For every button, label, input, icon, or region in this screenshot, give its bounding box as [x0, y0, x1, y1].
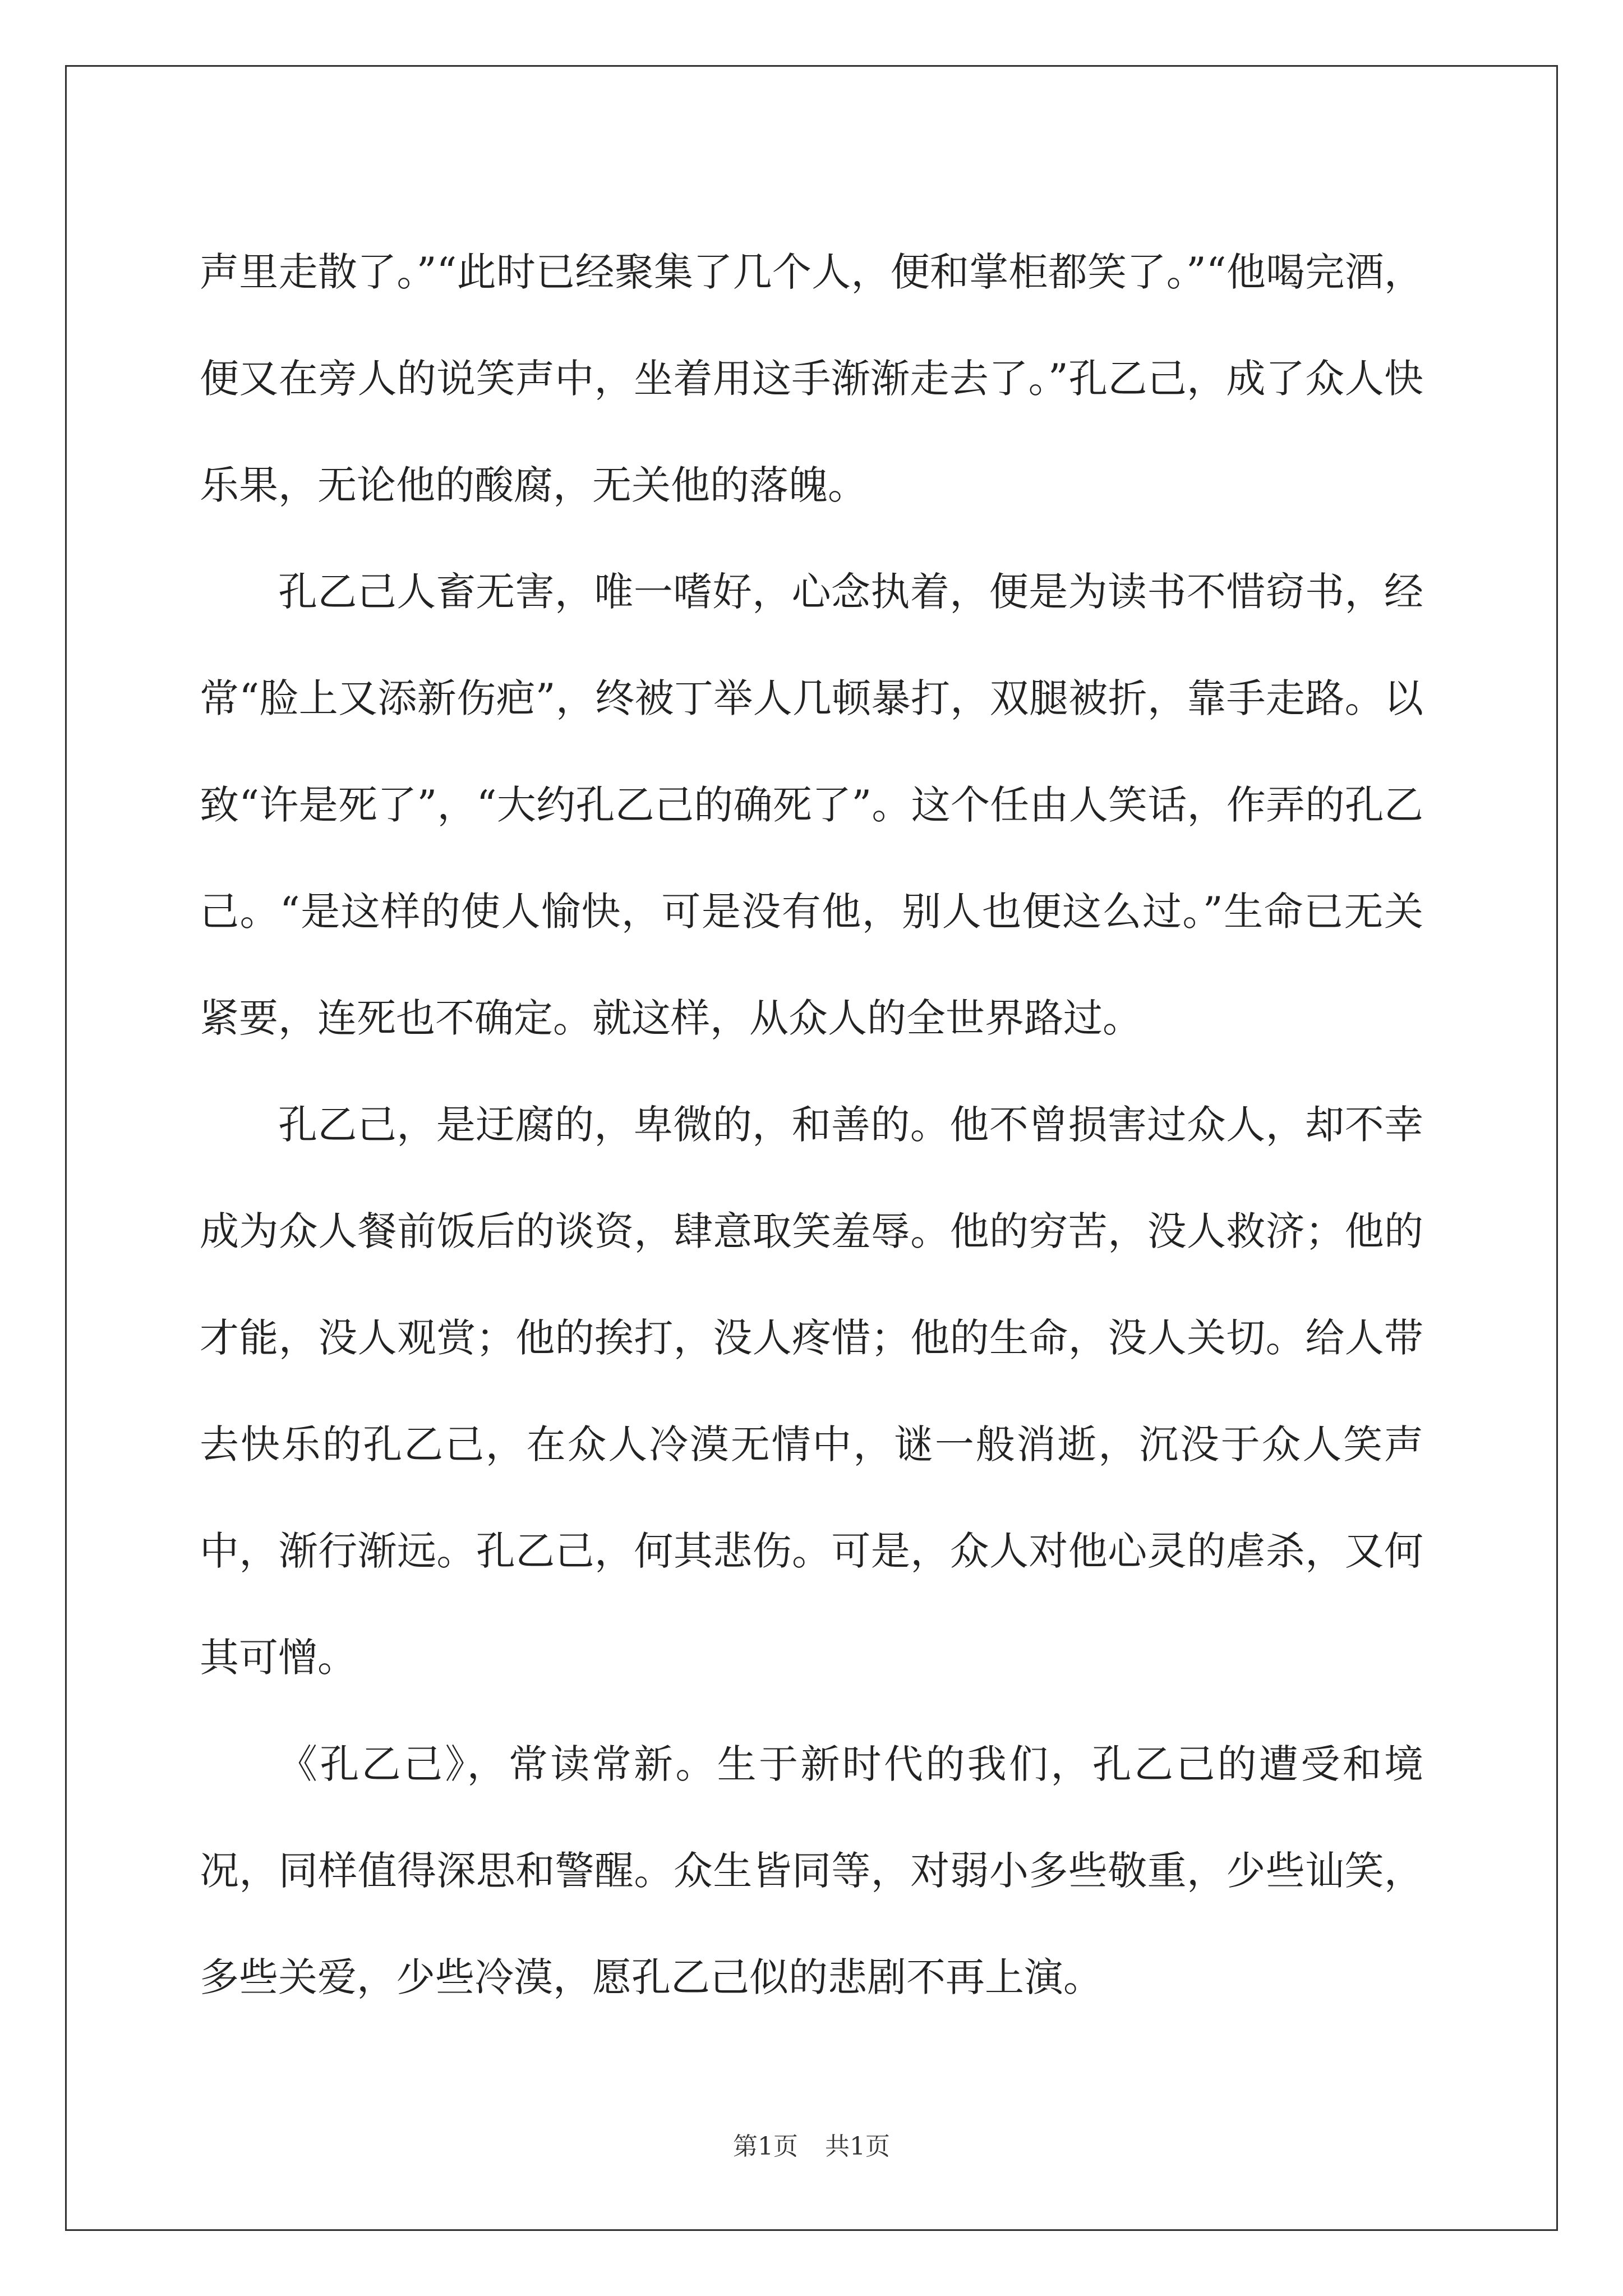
page-number-total: 共1页: [825, 2132, 890, 2161]
document-body: [200, 219, 1423, 2031]
page-number-current: 第1页: [733, 2132, 798, 2161]
page-footer: [0, 2126, 1623, 2162]
paragraph-2: 孔乙己人畜无害，唯一嗜好，心念执着，便是为读书不惜窃书，经常“脸上又添新伤疤”，终被丁举人几顿暴打，双腿被折，靠手走路。以致“许是死了”，“大约孔乙己的确死了”。这个任由人笑话，作弄的孔乙己。“是这样的使人愉快，可是没有他，别人也便这么过。”生命已无关紧要，连死也不确定。就这样，从众人的全世界路过。: [200, 569, 1423, 1041]
paragraph-4: 《孔乙己》，常读常新。生于新时代的我们，孔乙己的遭受和境况，同样值得深思和警醒。众生皆同等，对弱小多些敬重，少些讪笑，多些关爱，少些冷漠，愿孔乙己似的悲剧不再上演。: [200, 1741, 1423, 2000]
paragraph-1: 声里走散了。”“此时已经聚集了几个人，便和掌柜都笑了。”“他喝完酒，便又在旁人的说笑声中，坐着用这手渐渐走去了。”孔乙己，成了众人快乐果，无论他的酸腐，无关他的落魄。: [200, 249, 1423, 508]
paragraph-3: 孔乙己，是迂腐的，卑微的，和善的。他不曾损害过众人，却不幸成为众人餐前饭后的谈资，肆意取笑羞辱。他的穷苦，没人救济；他的才能，没人观赏；他的挨打，没人疼惜；他的生命，没人关切。给人带去快乐的孔乙己，在众人冷漠无情中，谜一般消逝，沉没于众人笑声中，渐行渐远。孔乙己，何其悲伤。可是，众人对他心灵的虐杀，又何其可憎。: [200, 1102, 1423, 1681]
